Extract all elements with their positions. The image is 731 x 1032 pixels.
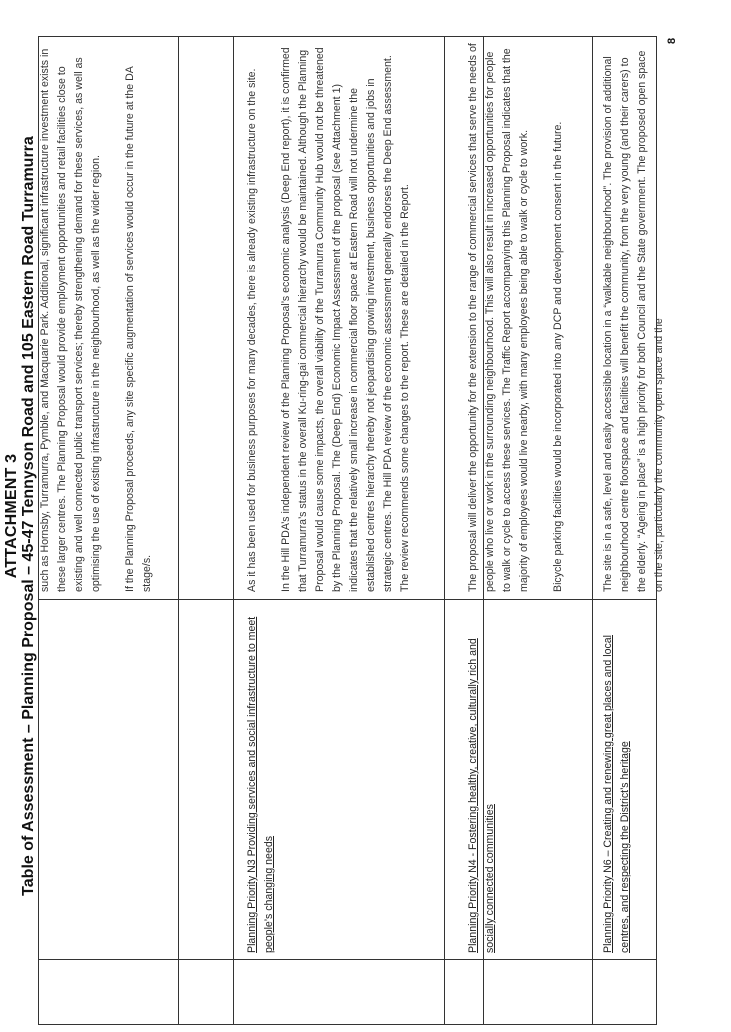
table-row-3-assessment [600, 43, 665, 592]
assessment-paragraph: In the Hill PDA’s independent review of the Planning Proposal’s economic analysis (Deep End report), it is confirmed that Turramurra’s status in the overall Ku-ring-gai commercial hierarchy would be maintained. Although the Planning Proposal would cause some impacts, the overall viability of the Turramurra Community Hub would not be threatened by the Planning Proposal. The (Deep End) Economic Impact Assessment of the proposal (see Attachment 1) indicates that the relatively small increase in commercial floor space at Eastern Road will not undermine the established centres hierarchy thereby not jeopardising growing investment, business opportunities and jobs in strategic centres. The Hill PDA review of the economic assessment generally endorses the Deep End assessment. The review recommends some changes to the report. These are detailed in the Report. [280, 47, 411, 592]
column-divider-1 [38, 959, 656, 960]
assessment-paragraph: Bicycle parking facilities would be incorporated into any DCP and development consent in the future. [552, 121, 564, 592]
row-divider-2 [233, 36, 234, 1025]
table-row-2-assessment [465, 43, 585, 592]
table-row-0-assessment [37, 43, 177, 592]
assessment-paragraph: The site is in a safe, level and easily accessible location in a “walkable neighbourhood”. The provision of additional neighbourhood centre floorspace and facilities will benefit the community, from the very young (and their carers) to the elderly. “Ageing in place” is a high priority for both Council and the State government. The proposed open space on the site, particularly the community open space and the [602, 50, 665, 592]
document-title: Table of Assessment – Planning Proposal – 45-47 Tennyson Road and 105 Eastern Road Turramurra [20, 136, 37, 896]
criterion-label: Planning Priority N4 - Fostering healthy, creative, culturally rich and socially connected communities [467, 638, 496, 953]
row-divider-3 [444, 36, 445, 1025]
table-border-left [38, 1024, 656, 1025]
assessment-paragraph: The proposal will deliver the opportunity for the extension to the range of commercial services that serve the needs of people who live or work in the surrounding neighbourhood. This will also result in increased opportunities for people to walk or cycle to access these services. The Traffic Report accompanying this Planning Proposal indicates that the majority of employees would live nearby, with many employees being able to walk or cycle to work. [467, 43, 530, 592]
table-row-3-criterion [600, 608, 634, 953]
column-divider-2 [38, 599, 656, 600]
assessment-paragraph: If the Planning Proposal proceeds, any site specific augmentation of services would occur in the future at the DA stage/s. [124, 66, 153, 592]
row-divider-5 [592, 36, 593, 1025]
criterion-label: Planning Priority N3 Providing services and social infrastructure to meet people’s changing needs [246, 616, 275, 953]
table-row-1-assessment [244, 43, 440, 592]
row-divider-1 [178, 36, 179, 1025]
table-row-2-criterion [465, 608, 499, 953]
page-number: 8 [666, 37, 678, 44]
attachment-title: ATTACHMENT 3 [3, 453, 20, 579]
table-border-right [38, 36, 656, 37]
assessment-paragraph: such as Hornsby, Turramurra, Pymble, and Macquarie Park. Additional, significant infrastructure investment exists in these larger centres. The Planning Proposal would provide employment opportunities and retail facilities close to existing and well connected public transport services; thereby strengthening demand for these services, as well as optimising the use of existing infrastructure in the neighbourhood, as well as the wider region. [39, 48, 102, 592]
assessment-paragraph: As it has been used for business purposes for many decades, there is already existing infrastructure on the site. [246, 68, 258, 592]
criterion-label: Planning Priority N6 – Creating and renewing great places and local centres, and respecting the District’s heritage [602, 635, 631, 953]
table-row-1-criterion [244, 608, 278, 953]
